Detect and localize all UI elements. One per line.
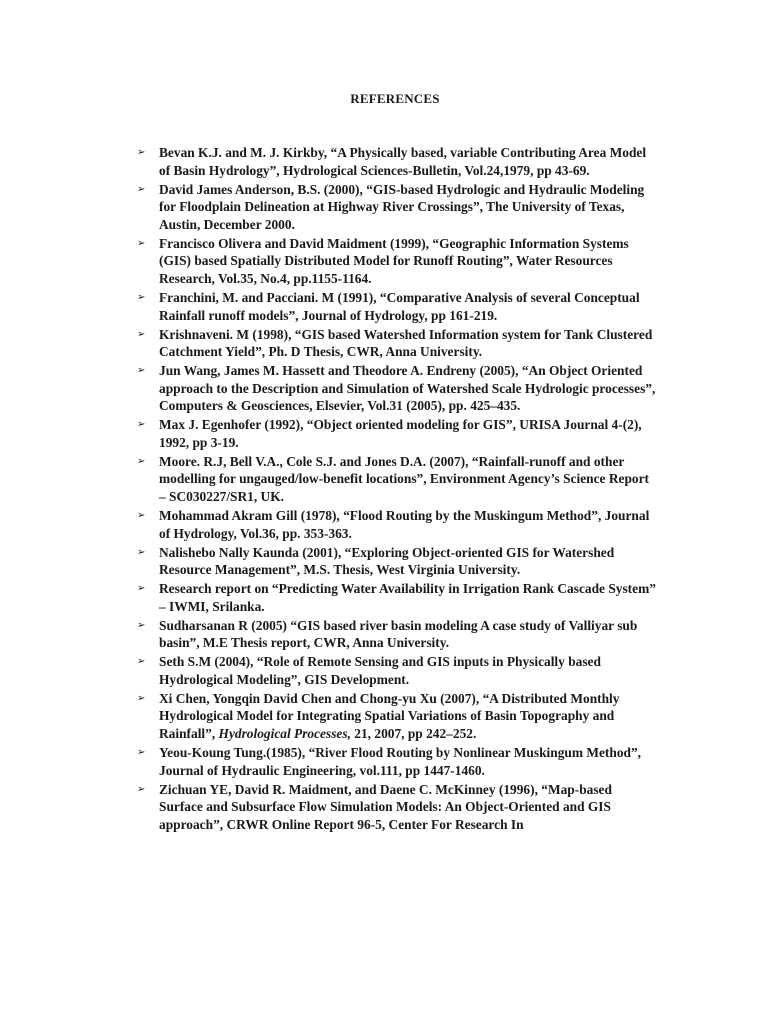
reference-item xyxy=(137,690,659,743)
reference-item xyxy=(137,744,659,779)
reference-text: Krishnaveni. M (1998), “GIS based Watershed Information system for Tank Clustered Catchment Yield”, Ph. D Thesis, CWR, Anna University. xyxy=(159,326,653,360)
reference-text: 21, 2007, pp 242–252. xyxy=(350,726,477,742)
reference-item xyxy=(137,144,659,179)
arrow-bullet-icon: ➢ xyxy=(137,783,146,795)
reference-text: Seth S.M (2004), “Role of Remote Sensing and GIS inputs in Physically based Hydrological Modeling”, GIS Development. xyxy=(159,654,601,687)
arrow-bullet-icon: ➢ xyxy=(137,419,146,431)
arrow-bullet-icon: ➢ xyxy=(137,147,146,158)
reference-text: Sudharsanan R (2005) “GIS based river basin modeling A case study of Valliyar sub basin”, M.E Thesis report, CWR, Anna University. xyxy=(159,617,638,651)
reference-item xyxy=(137,781,659,834)
reference-text: Max J. Egenhofer (1992), “Object oriented modeling for GIS”, URISA Journal 4-(2), 1992, pp 3-19. xyxy=(159,417,642,450)
reference-journal-italic: Hydrological Processes, xyxy=(218,726,351,742)
reference-item xyxy=(137,507,659,542)
reference-item xyxy=(137,326,659,361)
reference-item xyxy=(137,580,659,615)
arrow-bullet-icon: ➢ xyxy=(137,747,146,759)
arrow-bullet-icon: ➢ xyxy=(137,365,146,377)
reference-text: Yeou-Koung Tung.(1985), “River Flood Routing by Nonlinear Muskingum Method”, Journal of Hydraulic Engineering, vol.111, pp 1447-1460. xyxy=(159,745,642,778)
arrow-bullet-icon: ➢ xyxy=(137,656,146,668)
arrow-bullet-icon: ➢ xyxy=(137,183,146,195)
reference-item xyxy=(137,653,659,688)
arrow-bullet-icon: ➢ xyxy=(137,583,146,595)
reference-item xyxy=(137,416,659,451)
arrow-bullet-icon: ➢ xyxy=(137,328,146,340)
reference-text: Franchini, M. and Pacciani. M (1991), “Comparative Analysis of several Conceptual Rainfall runoff models”, Journal of Hydrology, pp 161-219. xyxy=(159,289,640,323)
reference-text: Zichuan YE, David R. Maidment, and Daene C. McKinney (1996), “Map-based Surface and Subsurface Flow Simulation Models: An Object-Oriented and GIS approach”, CRWR Online Report 96-5, Center For Research In xyxy=(159,781,612,832)
reference-text: Jun Wang, James M. Hassett and Theodore A. Endreny (2005), “An Object Oriented approach to the Description and Simulation of Watershed Scale Hydrologic processes”, Computers & Geosciences, Elsevier, Vol.31 (2005), pp. 425–435. xyxy=(159,363,656,414)
reference-text: Xi Chen, Yongqin David Chen and Chong-yu Xu (2007), “A Distributed Monthly Hydrological Model for Integrating Spatial Variations of Basin Topography and Rainfall”, xyxy=(159,690,620,742)
reference-text: Bevan K.J. and M. J. Kirkby, “A Physically based, variable Contributing Area Model of Basin Hydrology”, Hydrological Sciences-Bulletin, Vol.24,1979, pp 43-69. xyxy=(159,145,647,178)
arrow-bullet-icon: ➢ xyxy=(137,510,146,521)
reference-item xyxy=(137,453,659,506)
arrow-bullet-icon: ➢ xyxy=(137,291,146,303)
arrow-bullet-icon: ➢ xyxy=(137,546,146,558)
references-heading: REFERENCES xyxy=(350,91,440,106)
reference-item xyxy=(137,289,659,324)
reference-text: Francisco Olivera and David Maidment (1999), “Geographic Information Systems (GIS) based Spatially Distributed Model for Runoff Routing”, Water Resources Research, Vol.35, No.4, pp.1155-1164. xyxy=(159,235,629,286)
reference-text: Mohammad Akram Gill (1978), “Flood Routing by the Muskingum Method”, Journal of Hydrology, Vol.36, pp. 353-363. xyxy=(159,508,650,541)
reference-text: Moore. R.J, Bell V.A., Cole S.J. and Jones D.A. (2007), “Rainfall-runoff and other modelling for ungauged/low-benefit locations”, Environment Agency’s Science Report – SC030227/SR1, UK. xyxy=(159,453,649,505)
reference-item xyxy=(137,617,659,652)
reference-item xyxy=(137,235,659,288)
arrow-bullet-icon: ➢ xyxy=(137,692,146,704)
reference-item xyxy=(137,362,659,415)
reference-item xyxy=(137,544,659,579)
arrow-bullet-icon: ➢ xyxy=(137,619,146,631)
reference-text: Nalishebo Nally Kaunda (2001), “Exploring Object-oriented GIS for Watershed Resource Management”, M.S. Thesis, West Virginia University. xyxy=(159,544,615,578)
reference-text: Research report on “Predicting Water Availability in Irrigation Rank Cascade System” – IWMI, Srilanka. xyxy=(159,581,656,614)
arrow-bullet-icon: ➢ xyxy=(137,237,146,249)
arrow-bullet-icon: ➢ xyxy=(137,455,146,467)
reference-item xyxy=(137,181,659,234)
reference-list xyxy=(137,144,659,835)
reference-text: David James Anderson, B.S. (2000), “GIS-based Hydrologic and Hydraulic Modeling for Floodplain Delineation at Highway River Crossings”, The University of Texas, Austin, December 2000. xyxy=(159,181,645,232)
